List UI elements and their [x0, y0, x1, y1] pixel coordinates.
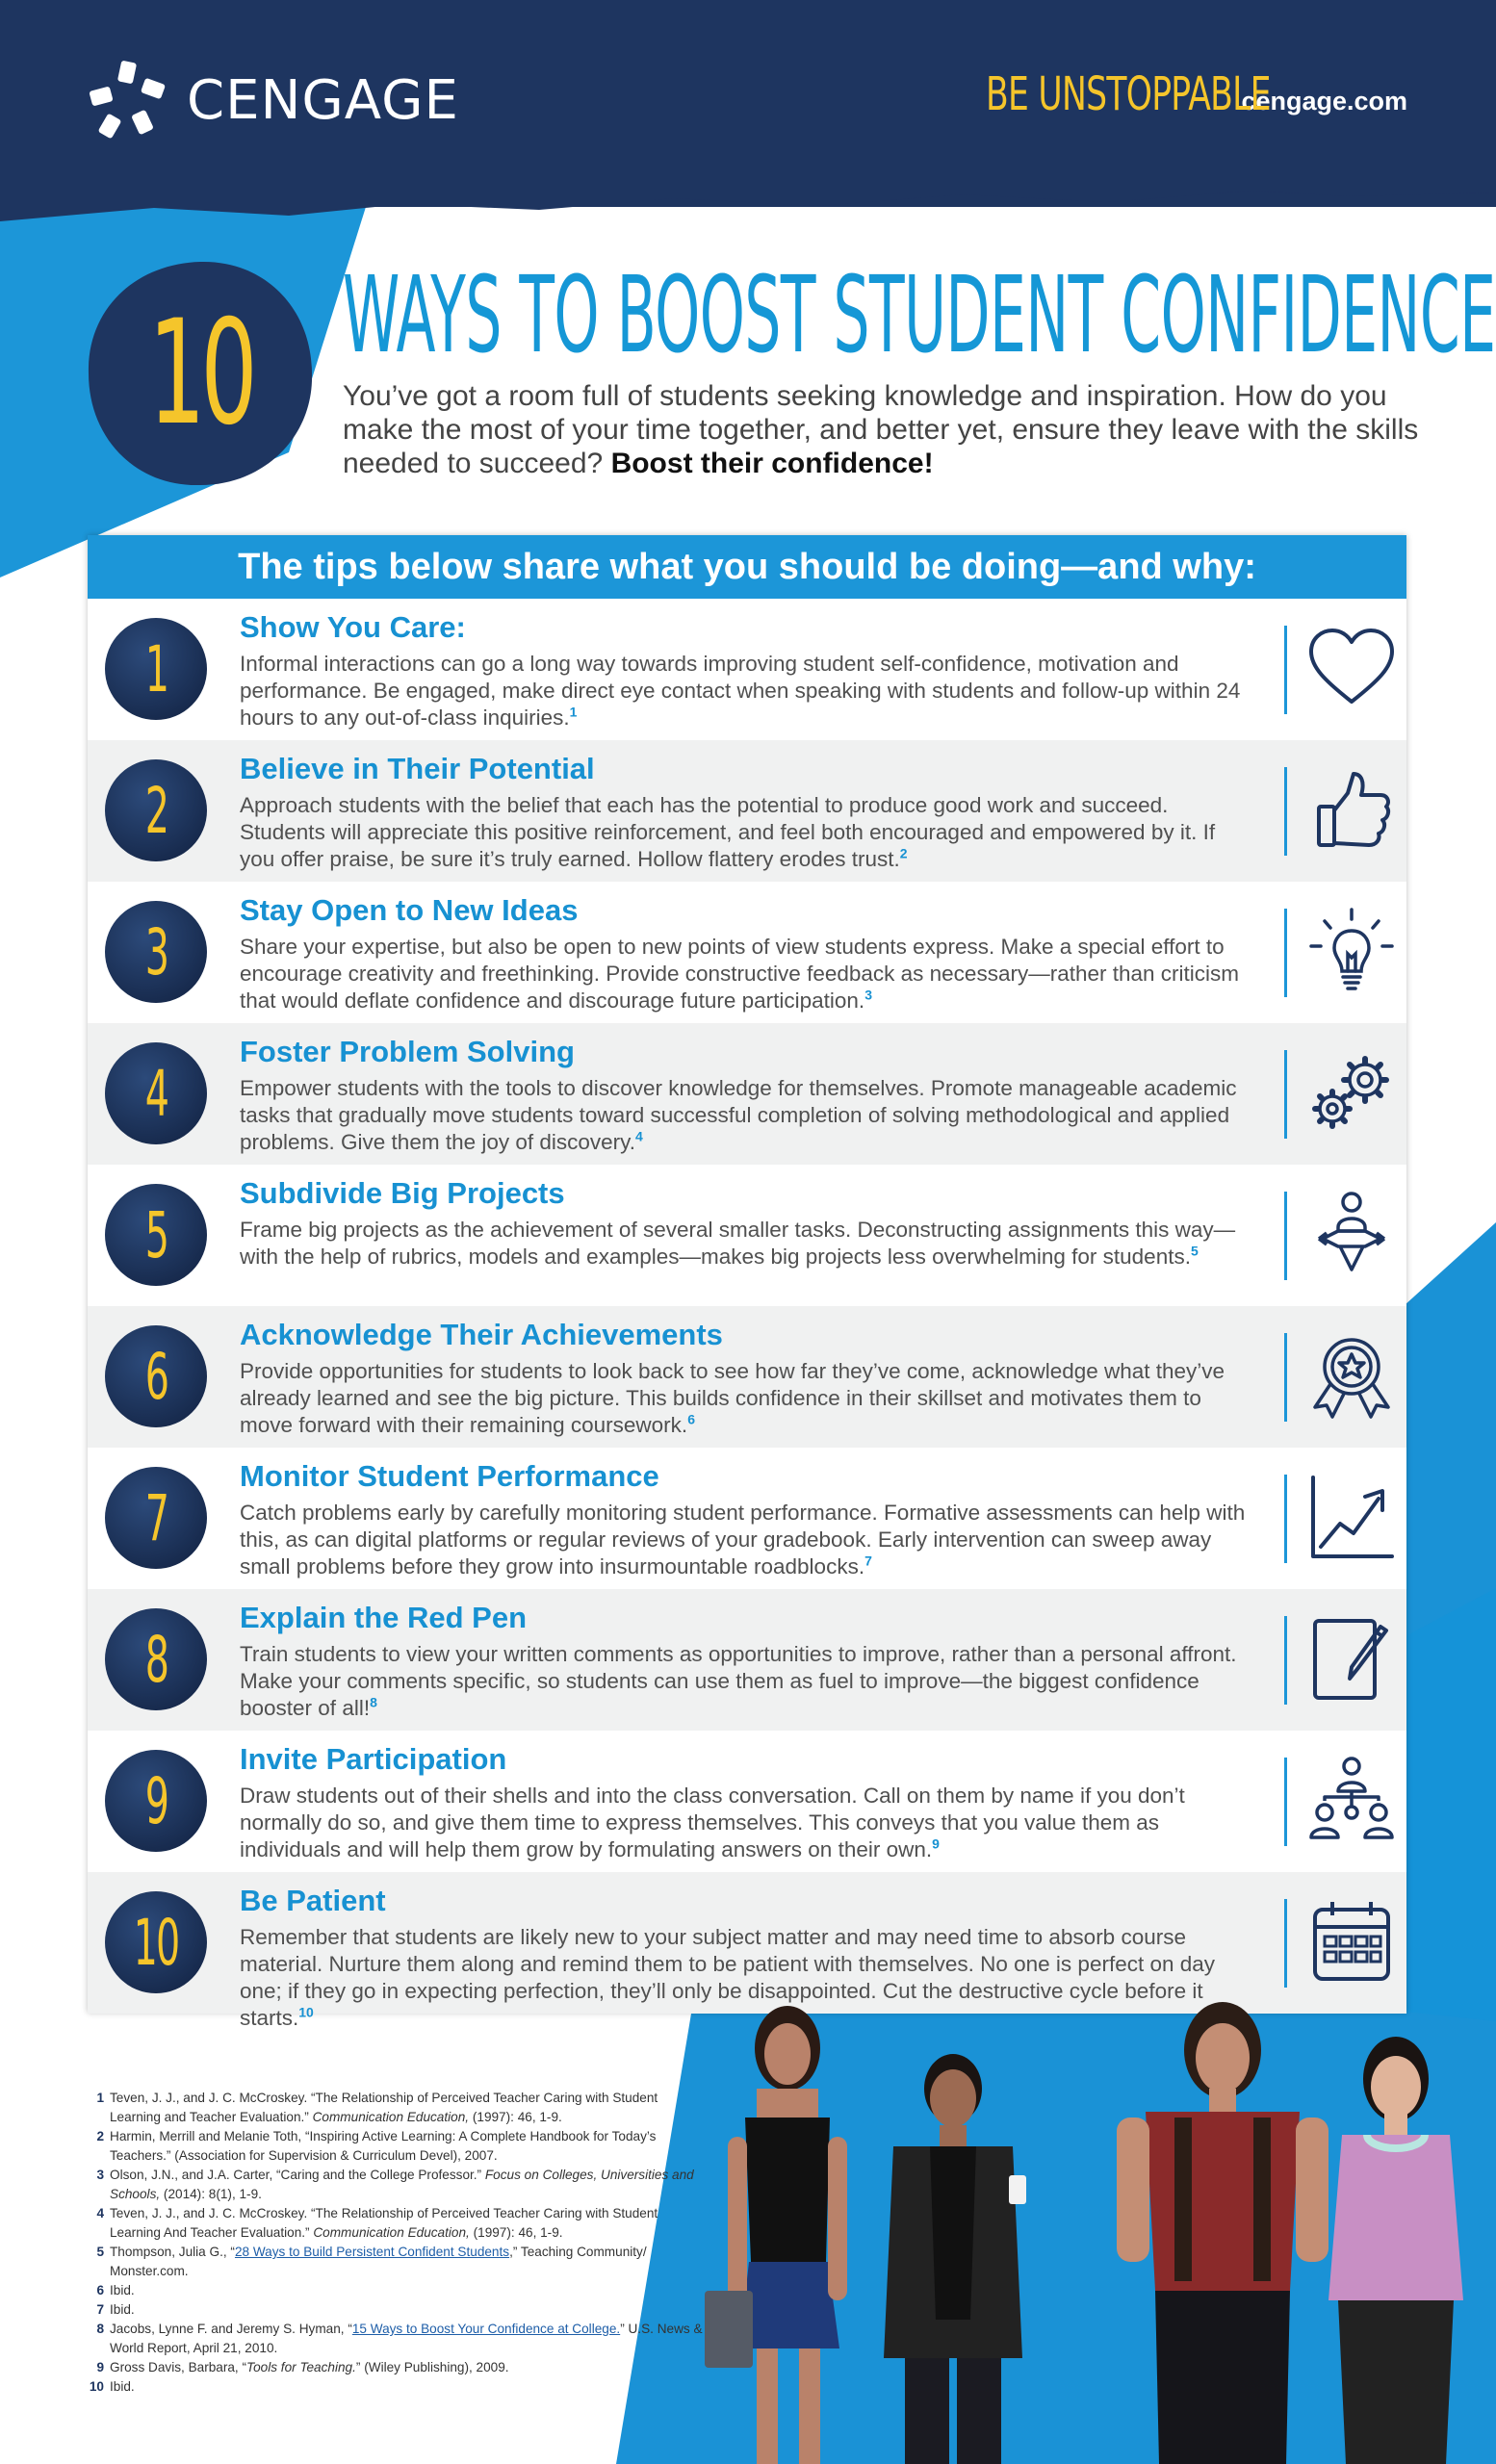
hero-number-badge: [85, 258, 316, 489]
tip-row: [88, 882, 1406, 1023]
cengage-logo[interactable]: [87, 60, 459, 142]
tip-title: Acknowledge Their Achievements: [240, 1318, 723, 1351]
tips-header: The tips below share what you should be doing—and why:: [88, 535, 1406, 599]
reference-text: ” U.S. News & World Report, April 21, 2010.: [110, 2322, 703, 2355]
tip-number-badge: [105, 618, 207, 720]
tip-divider: [1284, 1192, 1287, 1280]
reference-italic: Communication Education,: [312, 2110, 470, 2124]
reference-text: Gross Davis, Barbara, “: [110, 2360, 247, 2374]
student-figure: [884, 2054, 1026, 2464]
tip-body: [240, 651, 1255, 732]
award-badge-icon: [1299, 1323, 1405, 1429]
tip-body-text: Draw students out of their shells and into the class conversation. Call on them by name if you don’t normally do so, and give them time to express themselves. This conveys that you value them as individuals and will help them grow by formulating answers on their own.: [240, 1784, 1185, 1861]
tip-body-text: Approach students with the belief that each has the potential to produce good work and succeed. Students will appreciate this positive reinforcement, and feel both encouraged and empowered by it. If you offer praise, be sure it’s truly earned. Hollow flattery erodes trust.: [240, 793, 1216, 871]
tip-title: Invite Participation: [240, 1742, 507, 1776]
tip-body-text: Remember that students are likely new to your subject matter and may need time to absorb course material. Nurture them along and remind them to be patient with themselves. No one is perfect on day one; if they go in expecting perfection, they’ll only be disappointed. Cut the destructive cycle before it starts.: [240, 1925, 1216, 2030]
tip-number: 2: [144, 773, 168, 848]
cengage-star-icon: [87, 60, 169, 142]
tip-footnote-ref[interactable]: 8: [370, 1694, 377, 1710]
reference-number: 5: [96, 2245, 104, 2259]
tip-number-badge: [105, 1750, 207, 1852]
reference-item: [87, 2300, 703, 2320]
tip-footnote-ref[interactable]: 2: [899, 845, 908, 861]
reference-number: 10: [89, 2379, 104, 2394]
tip-title: Be Patient: [240, 1884, 386, 1917]
tip-row: [88, 599, 1406, 740]
reference-text: Teven, J. J., and J. C. McCroskey. “The Relationship of Perceived Teacher Caring with Student Learning And Teacher Evaluation.”: [110, 2206, 658, 2240]
tip-row: [88, 1589, 1406, 1731]
reference-number: 9: [96, 2360, 104, 2374]
tip-number: 5: [144, 1197, 168, 1272]
tip-body-text: Informal interactions can go a long way towards improving student self-confidence, motivation and performance. Be engaged, make direct eye contact when speaking with students and follow-up within 24 hours to any out-of-class inquiries.: [240, 652, 1241, 730]
tip-body: [240, 1358, 1255, 1439]
tip-number: 10: [133, 1905, 179, 1980]
reference-text: Olson, J.N., and J.A. Carter, “Caring and the College Professor.”: [110, 2168, 485, 2182]
tip-number: 8: [144, 1622, 168, 1697]
tip-divider: [1284, 1050, 1287, 1139]
reference-item: [87, 2358, 703, 2377]
growth-chart-icon: [1299, 1465, 1405, 1571]
lightbulb-icon: [1299, 899, 1405, 1005]
reference-item: [87, 2377, 703, 2397]
tip-divider: [1284, 1758, 1287, 1846]
hero-number: 10: [147, 290, 253, 457]
tip-body: [240, 934, 1255, 1014]
references-list: [87, 2089, 703, 2397]
tip-body-text: Empower students with the tools to discover knowledge for themselves. Promote manageable academic tasks that gradually move students toward successful completion of solving methodological and applied problems. Give them the joy of discovery.: [240, 1076, 1237, 1154]
tip-number-badge: [105, 1184, 207, 1286]
tip-number-badge: [105, 1325, 207, 1427]
reference-italic: Tools for Teaching.: [246, 2360, 356, 2374]
tip-number: 7: [144, 1480, 168, 1555]
reference-text: Teven, J. J., and J. C. McCroskey. “The Relationship of Perceived Teacher Caring with Student Learning and Teacher Evaluation.”: [110, 2091, 658, 2124]
heart-icon: [1299, 616, 1405, 722]
reference-text: Ibid.: [110, 2379, 135, 2394]
intro-body: You’ve got a room full of students seeking knowledge and inspiration. How do you make the most of your time together, and better yet, ensure they leave with the skills needed to succeed?: [343, 380, 1419, 479]
reference-number: 2: [96, 2129, 104, 2143]
reference-text: (1997): 46, 1-9.: [469, 2110, 562, 2124]
tip-body-text: Share your expertise, but also be open to new points of view students express. Make a special effort to encourage creativity and freethinking. Provide constructive feedback as necessary—rather than criticism that would deflate confidence and discourage future participation.: [240, 935, 1239, 1013]
tip-number: 6: [144, 1339, 168, 1414]
reference-item: [87, 2204, 703, 2243]
header-torn-edge: [0, 183, 1496, 231]
tip-body-text: Catch problems early by carefully monitoring student performance. Formative assessments can help with this, as can digital platforms or regular reviews of your gradebook. Early intervention can sweep away small problems before they grow into insurmountable roadblocks.: [240, 1501, 1246, 1578]
reference-item: [87, 2320, 703, 2358]
reference-item: [87, 2281, 703, 2300]
student-figure: [1117, 2002, 1328, 2464]
tip-title: Explain the Red Pen: [240, 1601, 528, 1634]
tip-row: [88, 740, 1406, 882]
tip-number-badge: [105, 1042, 207, 1144]
reference-number: 6: [96, 2283, 104, 2297]
tip-row: [88, 1306, 1406, 1448]
tip-footnote-ref[interactable]: 6: [687, 1411, 695, 1427]
gears-icon: [1299, 1040, 1405, 1146]
reference-text: (1997): 46, 1-9.: [469, 2225, 563, 2240]
tip-body-text: Provide opportunities for students to look back to see how far they’ve come, acknowledge what they’ve already learned and see the big picture. This builds confidence in their skillset and motivates them to move forward with their remaining coursework.: [240, 1359, 1225, 1437]
tip-number: 1: [144, 631, 168, 706]
tip-body: [240, 1641, 1255, 1722]
reference-text: Thompson, Julia G., “: [110, 2245, 235, 2259]
tip-title: Monitor Student Performance: [240, 1459, 659, 1493]
tip-row: [88, 1023, 1406, 1165]
tip-row: [88, 1448, 1406, 1589]
tip-footnote-ref[interactable]: 5: [1190, 1243, 1199, 1259]
tip-footnote-ref[interactable]: 9: [932, 1835, 940, 1852]
tip-number: 9: [144, 1763, 168, 1838]
tip-footnote-ref[interactable]: 4: [635, 1128, 643, 1144]
tip-body: [240, 792, 1255, 873]
tip-number-badge: [105, 1467, 207, 1569]
reference-text: ” (Wiley Publishing), 2009.: [355, 2360, 509, 2374]
tip-title: Subdivide Big Projects: [240, 1176, 565, 1210]
tip-number-badge: [105, 1608, 207, 1710]
students-photo: [664, 1973, 1496, 2464]
people-network-icon: [1299, 1748, 1405, 1854]
reference-italic: Focus on Colleges, Universities and Schools,: [110, 2168, 694, 2201]
tip-footnote-ref[interactable]: 1: [569, 704, 578, 720]
tip-number-badge: [105, 759, 207, 861]
reference-text: Harmin, Merrill and Melanie Toth, “Inspiring Active Learning: A Complete Handbook for Today’s Teachers.” (Association for Supervision & Curriculum Devel), 2007.: [110, 2129, 657, 2163]
tip-footnote-ref[interactable]: 3: [864, 987, 872, 1003]
reference-item: [87, 2243, 703, 2281]
reference-number: 8: [96, 2322, 104, 2336]
reference-item: [87, 2127, 703, 2166]
tip-title: Show You Care:: [240, 610, 466, 644]
intro-text: [343, 379, 1421, 480]
tip-title: Believe in Their Potential: [240, 752, 595, 785]
tip-body: [240, 1783, 1255, 1863]
student-figure: [705, 2006, 847, 2464]
reference-link[interactable]: 15 Ways to Boost Your Confidence at College.: [351, 2322, 621, 2336]
reference-number: 3: [96, 2168, 104, 2182]
tip-number: 4: [144, 1056, 168, 1131]
tip-footnote-ref[interactable]: 10: [298, 2004, 314, 2020]
site-link[interactable]: cengage.com: [1241, 87, 1407, 116]
tagline-text: BE UNSTOPPABLE: [985, 67, 1271, 121]
tip-number-badge: [105, 901, 207, 1003]
logo-text: CENGAGE: [187, 69, 459, 132]
reference-item: [87, 2166, 703, 2204]
tip-title: Foster Problem Solving: [240, 1035, 575, 1068]
tip-divider: [1284, 1333, 1287, 1422]
reference-text: Ibid.: [110, 2283, 135, 2297]
tagline: [875, 67, 1407, 121]
reference-italic: Communication Education,: [313, 2225, 470, 2240]
tip-row: [88, 1165, 1406, 1306]
tip-row: [88, 1731, 1406, 1872]
reference-link[interactable]: 28 Ways to Build Persistent Confident Students: [234, 2245, 510, 2259]
tip-number-badge: [105, 1891, 207, 1993]
tip-divider: [1284, 767, 1287, 856]
pencil-paper-icon: [1299, 1606, 1405, 1712]
tip-footnote-ref[interactable]: 7: [864, 1553, 872, 1569]
reference-item: [87, 2089, 703, 2127]
tip-body-text: Train students to view your written comments as opportunities to improve, rather than a personal affront. Make your comments specific, so students can use them as fuel to improve—the biggest confidence booster of all!: [240, 1642, 1237, 1720]
page-title: WAYS TO BOOST STUDENT CONFIDENCE: [343, 253, 1496, 376]
intro-emphasis: Boost their confidence!: [610, 448, 934, 479]
tip-body-text: Frame big projects as the achievement of several smaller tasks. Deconstructing assignments this way—with the help of rubrics, models and examples—makes big projects less overwhelming for students.: [240, 1218, 1236, 1269]
student-figure: [1328, 2037, 1463, 2464]
tip-divider: [1284, 1475, 1287, 1563]
tip-body: [240, 1075, 1255, 1156]
reference-text: (2014): 8(1), 1-9.: [160, 2187, 262, 2201]
tip-title: Stay Open to New Ideas: [240, 893, 579, 927]
tip-divider: [1284, 909, 1287, 997]
tip-divider: [1284, 1616, 1287, 1705]
tip-body: [240, 1500, 1255, 1580]
reference-text: Ibid.: [110, 2302, 135, 2317]
reference-number: 4: [96, 2206, 104, 2220]
reference-text: Jacobs, Lynne F. and Jeremy S. Hyman, “: [110, 2322, 352, 2336]
tip-number: 3: [144, 914, 168, 989]
reference-number: 7: [96, 2302, 104, 2317]
reference-text: ,” Teaching Community/ Monster.com.: [110, 2245, 647, 2278]
tip-body: [240, 1217, 1255, 1270]
tips-panel: [88, 535, 1406, 2030]
reference-number: 1: [96, 2091, 104, 2105]
person-directions-icon: [1299, 1182, 1405, 1288]
tip-divider: [1284, 626, 1287, 714]
thumbs-up-icon: [1299, 757, 1405, 863]
